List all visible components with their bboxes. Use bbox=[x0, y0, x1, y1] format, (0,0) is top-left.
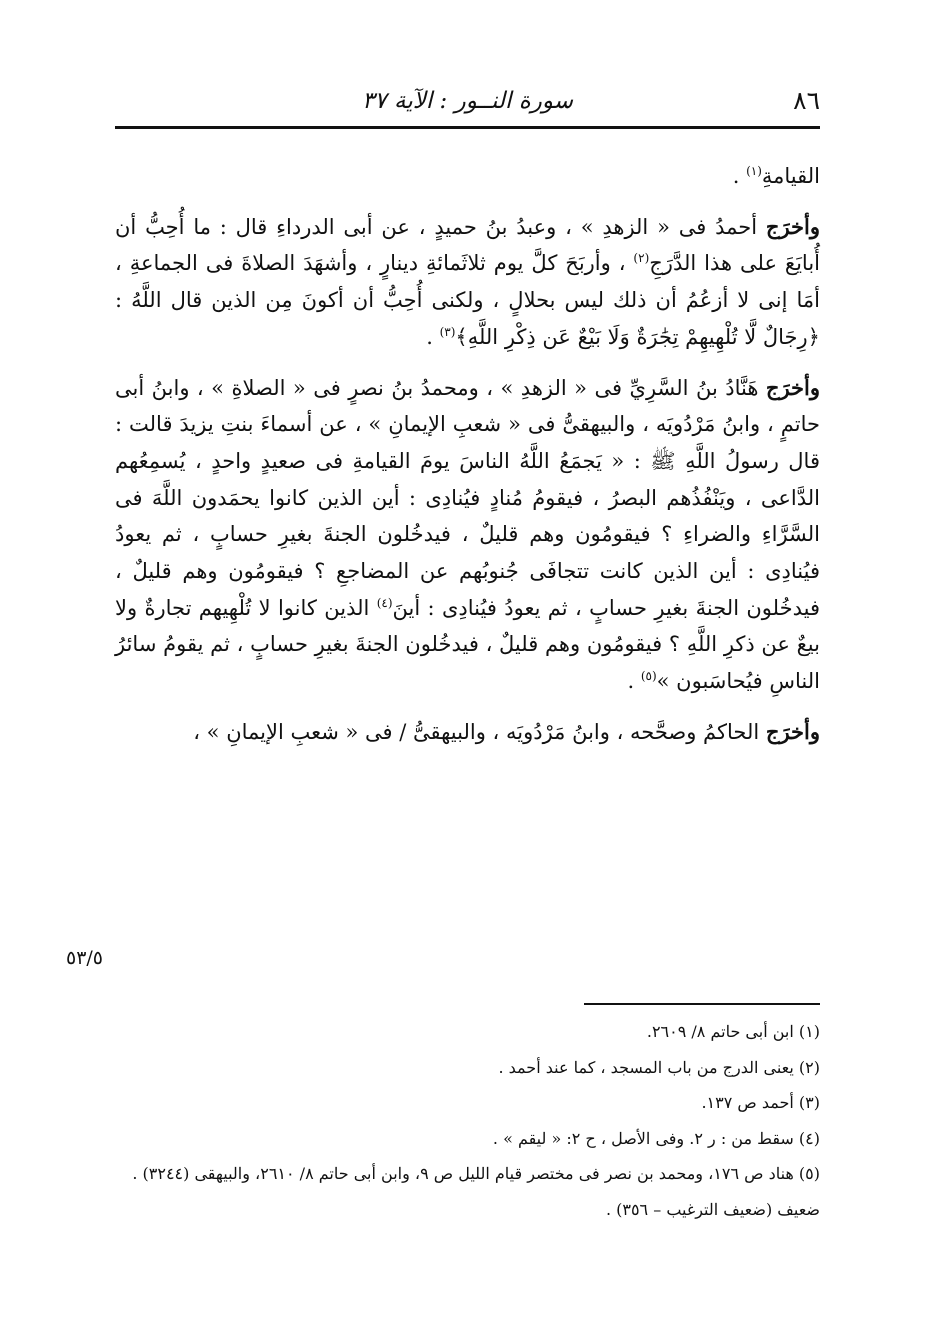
footnote-ref-3: (٣) bbox=[439, 324, 456, 339]
p4-lead: وأخرَج bbox=[765, 718, 820, 744]
p1-end: . bbox=[732, 164, 747, 188]
footnote-rule bbox=[584, 1003, 820, 1005]
paragraph-3 bbox=[115, 370, 820, 700]
main-text bbox=[115, 158, 820, 751]
p3-end: . bbox=[627, 669, 641, 694]
paragraph-2 bbox=[115, 209, 820, 356]
p2-end: . bbox=[426, 324, 440, 349]
page-number: ٨٦ bbox=[793, 86, 820, 115]
footnote-ref-5: (٥) bbox=[640, 669, 657, 684]
footnote-3: (٣) أحمد ص ١٣٧. bbox=[701, 1093, 820, 1112]
p2-text-a: أحمدُ فى « الزهدِ » ، وعبدُ بنُ حميدٍ ، عن أبى الدرداءِ قال : ما أُحِبُّ أن أُبايَعَ على هذا الدَّرَجِ bbox=[115, 214, 820, 276]
paragraph-4 bbox=[115, 714, 820, 751]
footnote-4: (٤) سقط من : ر ٢. وفى الأصل ، ح ٢: « ليقم » . bbox=[492, 1128, 820, 1148]
footnote-5: (٥) هناد ص ١٧٦، ومحمد بن نصر فى مختصر قيام الليل ص ٩، وابن أبى حاتم ٨/ ٢٦١٠، والبيهقى (٣٢٤٤) . ضعيف (ضعيف الترغيب – ٣٥٦) . bbox=[132, 1164, 820, 1219]
running-title: سورة النــور : الآية ٣٧ bbox=[361, 88, 574, 114]
p3-text-b: الذين كانوا لا تُلْهِيهم تجارةٌ ولا بيعٌ عن ذكرِ اللَّهِ ؟ فيقومُون وهم قليلٌ ، فيدخُلون الجنةَ بغيرِ حسابٍ ، ثم يقومُ سائرُ الناسِ فيُحاسَبون » bbox=[115, 595, 820, 694]
margin-reference: ٥٣/٥ bbox=[66, 947, 104, 969]
page-header bbox=[115, 86, 820, 122]
p4-text: الحاكمُ وصحَّحه ، وابنُ مَرْدُويَه ، والبيهقىُّ / فى « شعبِ الإيمانِ » ، bbox=[193, 719, 766, 744]
footnotes bbox=[115, 1014, 820, 1227]
footnote-ref-2: (٢) bbox=[633, 251, 650, 266]
p3-text-a: هَنَّادُ بنُ السَّرِيِّ فى « الزهدِ » ، ومحمدُ بنُ نصرٍ فى « الصلاةِ » ، وابنُ أبى حاتمٍ ، وابنُ مَرْدُويَه ، والبيهقىُّ فى « شعبِ الإيمانِ » ، عن أسماءَ بنتِ يزيدَ قالت : قال رسولُ اللَّهِ ﷺ : « يَجمَعُ اللَّهُ الناسَ يومَ القيامةِ فى صعيدٍ واحدٍ ، يُسمِعُهم الدَّاعى ، ويَنْفُذُهم البصرُ ، فيقومُ مُنادٍ فيُنادِى : أين الذين كانوا يحمَدون اللَّهَ فى السَّرَّاءِ والضراءِ ؟ فيقومُون وهم قليلٌ ، فيدخُلون الجنةَ بغيرِ حسابٍ ، ثم يعودُ فيُنادِى : أين الذين كانت تتجافَى جُنوبُهم عن المضاجعِ ؟ فيقومُون وهم قليلٌ ، فيدخُلون الجنةَ بغيرِ حسابٍ ، ثم يعودُ فيُنادِى : أينَ bbox=[115, 375, 820, 620]
p2-text-b: ، وأربَحَ كلَّ يوم ثلاثَمائةِ دينارٍ ، وأشهَدَ الصلاةَ فى الجماعةِ ، أمَا إنى لا أزعُمُ أن ذلك ليس بحلالٍ ، ولكنى أُحِبُّ أن أكونَ مِن الذين قال اللَّهُ : ﴿رِجَالٌ لَّا تُلْهِيهِمْ تِجَٰرَةٌ وَلَا بَيْعٌ عَن ذِكْرِ اللَّهِ﴾ bbox=[115, 251, 820, 349]
p2-lead: وأخرَج bbox=[765, 213, 820, 239]
footnote-1: (١) ابن أبى حاتم ٨/ ٢٦٠٩. bbox=[646, 1022, 820, 1041]
header-rule bbox=[115, 126, 820, 129]
footnote-ref-1: (١) bbox=[746, 164, 762, 178]
footnote-2: (٢) يعنى الدرج من باب المسجد ، كما عند أحمد . bbox=[498, 1057, 820, 1077]
paragraph-1 bbox=[115, 158, 820, 195]
p1-text: القيامةِ bbox=[761, 164, 820, 188]
p3-lead: وأخرَج bbox=[765, 374, 820, 400]
footnote-ref-4: (٤) bbox=[376, 595, 393, 610]
